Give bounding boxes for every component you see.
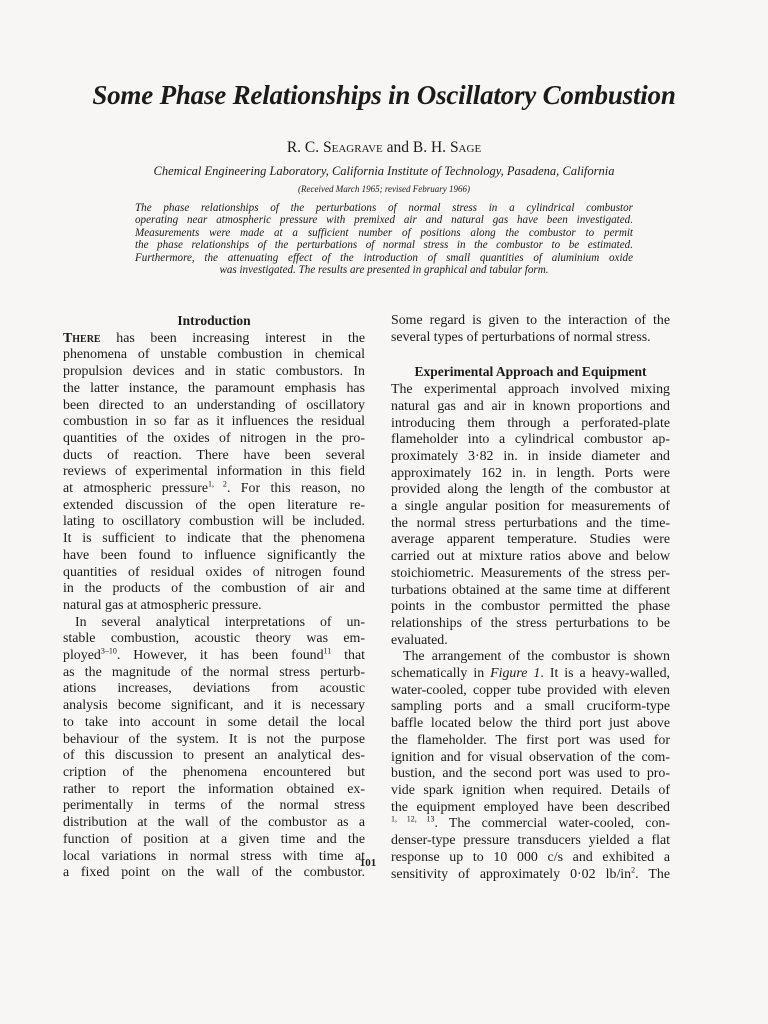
received-date: (Received March 1965; revised February 1966) [297, 184, 471, 194]
drop-word: There [63, 330, 101, 346]
abstract-line: The phase relationships of the perturbations of normal stress in a cylindrical combustor [135, 202, 633, 214]
abstract-line: Measurements were made at a sufficient number of positions along the combustor to permit [135, 226, 633, 239]
text-line: cription of the phenomena encountered but [63, 764, 365, 780]
text-span: . The [635, 866, 670, 882]
text-line: natural gas and air in known proportions and [391, 398, 670, 414]
text-line: It is sufficient to indicate that the phenomena [63, 531, 365, 547]
figure-reference: Figure 1 [490, 666, 541, 682]
text-line: several types of perturbations of normal stress. [391, 329, 651, 345]
text-line: approximately 162 in. in length. Ports were [391, 465, 670, 481]
text-line: ations increases, deviations from acoustic [63, 681, 365, 697]
text-line: stoichiometric. Measurements of the stress per- [391, 565, 670, 581]
abstract-line: was investigated. The results are presented in graphical and tabular form. [219, 264, 549, 277]
text-line [391, 816, 670, 833]
text-line: function of position at a given time and the [63, 831, 365, 847]
text-line: the equipment employed have been described [391, 799, 670, 815]
text-line: rather to report the information obtained ex- [63, 781, 365, 797]
left-column [63, 313, 365, 882]
text-line: The arrangement of the combustor is shown [403, 649, 670, 665]
text-span: has been increasing interest in the [100, 330, 365, 346]
text-line: of this discussion to present an analytical des- [63, 748, 365, 764]
text-line: turbations obtained at the same time at different [391, 582, 670, 598]
reference-superscript: 3–10 [100, 646, 117, 656]
text-span: ployed [63, 648, 101, 664]
text-span: that [331, 648, 365, 664]
text-span: . However, it has been found [116, 648, 324, 664]
text-line: the latter instance, the paramount emphasis has [63, 380, 365, 396]
text-line: combustion in so far as it influences the residual [63, 414, 365, 430]
reference-superscript: 11 [323, 646, 332, 656]
text-line: have been found to influence significantly the [63, 547, 365, 563]
text-line [63, 648, 365, 665]
author-initials-1: R. C. [286, 139, 323, 156]
text-line: analysis become significant, and it is necessary [63, 698, 365, 714]
text-line: lating to oscillatory combustion will be included. [63, 514, 365, 530]
text-line: in the products of the combustion of air and [63, 581, 365, 597]
text-line: proximately 3·82 in. in inside diameter and [391, 448, 670, 464]
author-name-1: Seagrave [323, 139, 383, 156]
paper-title: Some Phase Relationships in Oscillatory Combustion [92, 80, 676, 110]
reference-superscript: 1, 12, 13 [391, 814, 435, 824]
text-line: phenomena of unstable combustion in chemical [63, 347, 365, 363]
author-name-2: Sage [449, 139, 482, 156]
affiliation: Chemical Engineering Laboratory, California Institute of Technology, Pasadena, California [153, 164, 615, 178]
abstract-line: the phase relationships of the perturbations of normal stress in the combustor to be estimated. [135, 239, 633, 252]
text-line [391, 666, 670, 683]
section-heading-introduction: Introduction [177, 313, 251, 328]
text-line: response up to 10 000 c/s and exhibited a [391, 849, 670, 865]
text-line: introducing them through a perforated-plate [391, 415, 670, 431]
text-line: been directed to an understanding of oscillatory [63, 397, 365, 413]
text-line: In several analytical interpretations of un- [75, 614, 365, 630]
text-line: behaviour of the system. It is not the purpose [63, 731, 365, 747]
text-line: perimentally in terms of the normal stress [63, 798, 365, 814]
text-line: water-cooled, copper tube provided with eleven [391, 682, 670, 698]
text-line [63, 481, 365, 498]
text-line: average apparent temperature. Studies were [391, 532, 670, 548]
text-line: ignition and for visual observation of the com- [391, 749, 670, 765]
text-span: at atmospheric pressure [63, 481, 208, 497]
abstract-line: operating near atmospheric pressure with premixed air and natural gas have been investigated. [135, 214, 633, 227]
text-span: schematically in [391, 666, 491, 682]
text-span: sensitivity of approximately 0·02 lb/in [391, 866, 632, 882]
reference-superscript: 1, 2 [208, 479, 227, 489]
text-span: . For this reason, no [226, 481, 365, 497]
author-line [0, 139, 768, 157]
text-line: relationships of the stress perturbations to be [391, 615, 670, 631]
text-line: vide spark ignition when required. Details of [391, 782, 670, 798]
text-line [391, 864, 670, 884]
text-line: as the magnitude of the normal stress perturb- [63, 664, 365, 680]
text-line: denser-type pressure transducers yielded a flat [391, 833, 670, 849]
text-line: points in the combustor permitted the phase [391, 599, 670, 615]
text-line: reviews of experimental information in this field [63, 464, 365, 480]
text-line: a single angular position for measurements of [391, 499, 670, 515]
text-line: baffle located below the third port just above [391, 716, 670, 732]
text-line: natural gas at atmospheric pressure. [63, 597, 262, 613]
page-number: 101 [359, 857, 377, 869]
text-line: extended discussion of the open literature re- [63, 497, 365, 513]
abstract [135, 202, 633, 276]
text-line: The experimental approach involved mixing [391, 382, 670, 398]
unit-superscript: 2 [631, 864, 636, 874]
text-line: distribution at the wall of the combustor as a [63, 815, 365, 831]
text-line: provided along the length of the combustor at [391, 482, 670, 498]
text-line: sampling ports and a small cruciform-type [391, 699, 670, 715]
text-span: . It is a heavy-walled, [540, 666, 670, 682]
text-span: . The commercial water-cooled, con- [434, 816, 670, 832]
text-line: Some regard is given to the interaction of the [391, 313, 670, 328]
right-column [391, 313, 670, 883]
text-line: ducts of reaction. There have been several [63, 447, 365, 463]
text-line: a fixed point on the wall of the combustor. [63, 865, 365, 881]
text-line: the normal stress perturbations and the time- [391, 515, 670, 531]
text-line: local variations in normal stress with time at [63, 848, 365, 864]
text-line: quantities of residual oxides of nitrogen found [63, 564, 365, 580]
section-heading-experimental: Experimental Approach and Equipment [414, 364, 647, 380]
text-line: quantities of the oxides of nitrogen in the pro- [63, 430, 365, 446]
author-joiner: and B. H. [382, 139, 450, 156]
text-line: to take into account in some detail the local [63, 714, 365, 730]
text-line: evaluated. [391, 632, 448, 648]
text-line: flameholder into a cylindrical combustor ap- [391, 432, 670, 448]
abstract-line: Furthermore, the attenuating effect of the introduction of small quantities of aluminium oxide [135, 251, 633, 264]
text-line: propulsion devices and in static combustors. In [63, 364, 365, 380]
text-line: carried out at mixture ratios above and below [391, 549, 670, 565]
text-line [63, 331, 365, 348]
text-line: stable combustion, acoustic theory was em- [63, 631, 365, 647]
text-line: bustion, and the second port was used to pro- [391, 766, 670, 782]
text-line: the flameholder. The first port was used for [391, 732, 670, 748]
